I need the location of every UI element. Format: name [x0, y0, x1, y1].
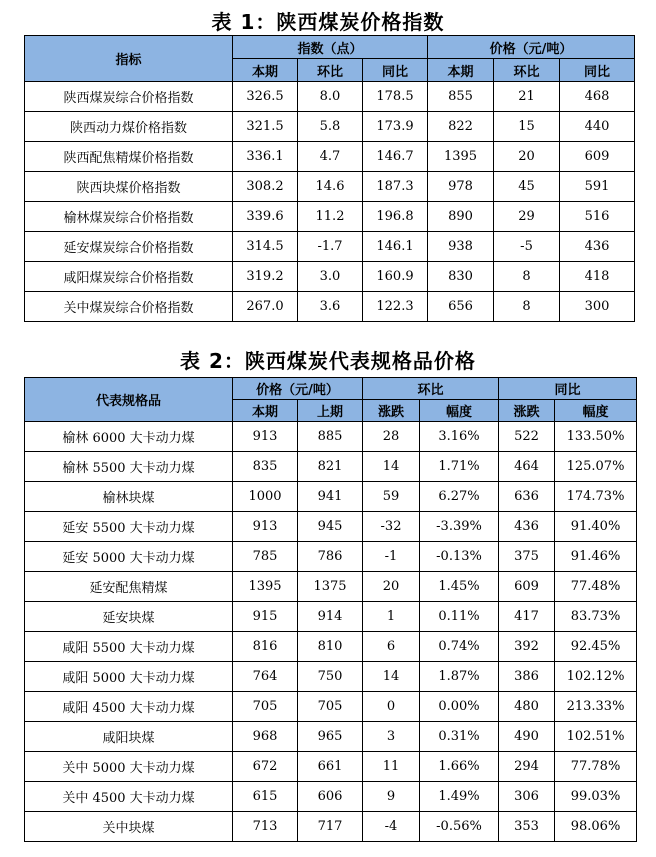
- subheader-index-current: 本期: [233, 59, 298, 82]
- cell-value: 6.27%: [420, 482, 499, 512]
- row-label: 咸阳 4500 大卡动力煤: [25, 692, 233, 722]
- table-row: [25, 112, 635, 142]
- cell-value: 122.3: [363, 292, 428, 322]
- subheader-yoy-rate: 幅度: [555, 400, 637, 422]
- subheader-index-mom: 环比: [298, 59, 363, 82]
- cell-value: 968: [233, 722, 298, 752]
- cell-value: 705: [233, 692, 298, 722]
- cell-value: 606: [298, 782, 363, 812]
- row-label: 咸阳块煤: [25, 722, 233, 752]
- header-spec: 代表规格品: [25, 378, 233, 422]
- cell-value: 99.03%: [555, 782, 637, 812]
- cell-value: -0.56%: [420, 812, 499, 842]
- table-row: [25, 572, 637, 602]
- table2-title: 表 2：陕西煤炭代表规格品价格: [180, 349, 476, 373]
- cell-value: 294: [499, 752, 555, 782]
- cell-value: 915: [233, 602, 298, 632]
- table-row: [25, 82, 635, 112]
- cell-value: 77.48%: [555, 572, 637, 602]
- row-label: 延安 5000 大卡动力煤: [25, 542, 233, 572]
- cell-value: 1395: [233, 572, 298, 602]
- row-label: 关中煤炭综合价格指数: [25, 292, 233, 322]
- subheader-yoy-change: 涨跌: [499, 400, 555, 422]
- cell-value: 339.6: [233, 202, 298, 232]
- table-row: [25, 722, 637, 752]
- subheader-price-current: 本期: [233, 400, 298, 422]
- cell-value: -32: [363, 512, 420, 542]
- cell-value: 11.2: [298, 202, 363, 232]
- subheader-mom-rate: 幅度: [420, 400, 499, 422]
- cell-value: -1.7: [298, 232, 363, 262]
- cell-value: 522: [499, 422, 555, 452]
- table-row: [25, 692, 637, 722]
- subheader-price-current: 本期: [428, 59, 494, 82]
- row-label: 榆林 6000 大卡动力煤: [25, 422, 233, 452]
- cell-value: 306: [499, 782, 555, 812]
- row-label: 陕西煤炭综合价格指数: [25, 82, 233, 112]
- cell-value: 91.46%: [555, 542, 637, 572]
- cell-value: 750: [298, 662, 363, 692]
- table-row: [25, 542, 637, 572]
- cell-value: 705: [298, 692, 363, 722]
- cell-value: 855: [428, 82, 494, 112]
- cell-value: 1.87%: [420, 662, 499, 692]
- cell-value: 1: [363, 602, 420, 632]
- cell-value: 821: [298, 452, 363, 482]
- cell-value: 8: [494, 292, 560, 322]
- cell-value: 102.51%: [555, 722, 637, 752]
- cell-value: 77.78%: [555, 752, 637, 782]
- cell-value: 0.11%: [420, 602, 499, 632]
- table-row: [25, 452, 637, 482]
- cell-value: 392: [499, 632, 555, 662]
- cell-value: 1.71%: [420, 452, 499, 482]
- cell-value: 938: [428, 232, 494, 262]
- table-row: [25, 202, 635, 232]
- cell-value: 1.49%: [420, 782, 499, 812]
- subheader-price-previous: 上期: [298, 400, 363, 422]
- cell-value: 91.40%: [555, 512, 637, 542]
- cell-value: 656: [428, 292, 494, 322]
- cell-value: 11: [363, 752, 420, 782]
- table-row: [25, 232, 635, 262]
- cell-value: 300: [560, 292, 635, 322]
- cell-value: 196.8: [363, 202, 428, 232]
- row-label: 延安配焦精煤: [25, 572, 233, 602]
- cell-value: 764: [233, 662, 298, 692]
- cell-value: 978: [428, 172, 494, 202]
- cell-value: 5.8: [298, 112, 363, 142]
- row-label: 榆林 5500 大卡动力煤: [25, 452, 233, 482]
- cell-value: 810: [298, 632, 363, 662]
- cell-value: 314.5: [233, 232, 298, 262]
- table1-title: 表 1：陕西煤炭价格指数: [211, 10, 445, 34]
- cell-value: 835: [233, 452, 298, 482]
- cell-value: 636: [499, 482, 555, 512]
- cell-value: 914: [298, 602, 363, 632]
- row-label: 咸阳 5000 大卡动力煤: [25, 662, 233, 692]
- cell-value: 717: [298, 812, 363, 842]
- cell-value: 83.73%: [555, 602, 637, 632]
- row-label: 延安煤炭综合价格指数: [25, 232, 233, 262]
- cell-value: 187.3: [363, 172, 428, 202]
- row-label: 榆林块煤: [25, 482, 233, 512]
- cell-value: 591: [560, 172, 635, 202]
- cell-value: 45: [494, 172, 560, 202]
- cell-value: 102.12%: [555, 662, 637, 692]
- row-label: 关中 4500 大卡动力煤: [25, 782, 233, 812]
- cell-value: 29: [494, 202, 560, 232]
- cell-value: 133.50%: [555, 422, 637, 452]
- cell-value: 9: [363, 782, 420, 812]
- table-row: [25, 662, 637, 692]
- header-yoy-group: 同比: [499, 378, 637, 400]
- header-index-group: 指数（点）: [233, 36, 428, 59]
- cell-value: 98.06%: [555, 812, 637, 842]
- cell-value: 436: [499, 512, 555, 542]
- cell-value: 0.31%: [420, 722, 499, 752]
- cell-value: 516: [560, 202, 635, 232]
- cell-value: 816: [233, 632, 298, 662]
- cell-value: 785: [233, 542, 298, 572]
- subheader-mom-change: 涨跌: [363, 400, 420, 422]
- cell-value: 490: [499, 722, 555, 752]
- row-label: 陕西配焦精煤价格指数: [25, 142, 233, 172]
- cell-value: -1: [363, 542, 420, 572]
- cell-value: 830: [428, 262, 494, 292]
- cell-value: -3.39%: [420, 512, 499, 542]
- cell-value: 14: [363, 452, 420, 482]
- cell-value: 92.45%: [555, 632, 637, 662]
- cell-value: 375: [499, 542, 555, 572]
- cell-value: 160.9: [363, 262, 428, 292]
- cell-value: 913: [233, 512, 298, 542]
- cell-value: 440: [560, 112, 635, 142]
- cell-value: 672: [233, 752, 298, 782]
- cell-value: 417: [499, 602, 555, 632]
- cell-value: 418: [560, 262, 635, 292]
- row-label: 关中 5000 大卡动力煤: [25, 752, 233, 782]
- table-row: [25, 422, 637, 452]
- cell-value: 609: [560, 142, 635, 172]
- row-label: 陕西动力煤价格指数: [25, 112, 233, 142]
- cell-value: 319.2: [233, 262, 298, 292]
- cell-value: 146.7: [363, 142, 428, 172]
- table-row: [25, 292, 635, 322]
- row-label: 关中块煤: [25, 812, 233, 842]
- cell-value: 661: [298, 752, 363, 782]
- cell-value: 267.0: [233, 292, 298, 322]
- table-row: [25, 142, 635, 172]
- header-mom-group: 环比: [363, 378, 499, 400]
- cell-value: 28: [363, 422, 420, 452]
- cell-value: 1.45%: [420, 572, 499, 602]
- cell-value: 20: [494, 142, 560, 172]
- header-indicator: 指标: [25, 36, 233, 82]
- cell-value: 6: [363, 632, 420, 662]
- cell-value: 15: [494, 112, 560, 142]
- cell-value: 965: [298, 722, 363, 752]
- cell-value: 3: [363, 722, 420, 752]
- table-row: [25, 482, 637, 512]
- cell-value: 941: [298, 482, 363, 512]
- cell-value: 913: [233, 422, 298, 452]
- table-row: [25, 602, 637, 632]
- cell-value: 20: [363, 572, 420, 602]
- cell-value: 1000: [233, 482, 298, 512]
- cell-value: 822: [428, 112, 494, 142]
- cell-value: 321.5: [233, 112, 298, 142]
- cell-value: 21: [494, 82, 560, 112]
- cell-value: 464: [499, 452, 555, 482]
- row-label: 延安块煤: [25, 602, 233, 632]
- cell-value: 1395: [428, 142, 494, 172]
- cell-value: 174.73%: [555, 482, 637, 512]
- cell-value: 890: [428, 202, 494, 232]
- cell-value: 336.1: [233, 142, 298, 172]
- row-label: 榆林煤炭综合价格指数: [25, 202, 233, 232]
- cell-value: 308.2: [233, 172, 298, 202]
- cell-value: 1.66%: [420, 752, 499, 782]
- header-price-group: 价格（元/吨）: [428, 36, 635, 59]
- cell-value: 480: [499, 692, 555, 722]
- cell-value: 4.7: [298, 142, 363, 172]
- table-row: [25, 512, 637, 542]
- row-label: 延安 5500 大卡动力煤: [25, 512, 233, 542]
- coal-spec-price-table: [24, 377, 637, 842]
- cell-value: 3.16%: [420, 422, 499, 452]
- table-row: [25, 812, 637, 842]
- table-row: [25, 172, 635, 202]
- cell-value: 8: [494, 262, 560, 292]
- cell-value: 0: [363, 692, 420, 722]
- cell-value: -4: [363, 812, 420, 842]
- cell-value: 178.5: [363, 82, 428, 112]
- cell-value: 125.07%: [555, 452, 637, 482]
- cell-value: -5: [494, 232, 560, 262]
- cell-value: 146.1: [363, 232, 428, 262]
- coal-price-index-table: [24, 35, 635, 322]
- cell-value: 213.33%: [555, 692, 637, 722]
- cell-value: 713: [233, 812, 298, 842]
- cell-value: 0.00%: [420, 692, 499, 722]
- cell-value: 1375: [298, 572, 363, 602]
- cell-value: 0.74%: [420, 632, 499, 662]
- cell-value: 468: [560, 82, 635, 112]
- cell-value: 436: [560, 232, 635, 262]
- subheader-price-yoy: 同比: [560, 59, 635, 82]
- table-row: [25, 752, 637, 782]
- cell-value: 326.5: [233, 82, 298, 112]
- cell-value: 885: [298, 422, 363, 452]
- cell-value: 14.6: [298, 172, 363, 202]
- table-row: [25, 782, 637, 812]
- header-price-group: 价格（元/吨）: [233, 378, 363, 400]
- cell-value: 353: [499, 812, 555, 842]
- table-row: [25, 262, 635, 292]
- cell-value: 8.0: [298, 82, 363, 112]
- cell-value: 3.0: [298, 262, 363, 292]
- subheader-index-yoy: 同比: [363, 59, 428, 82]
- cell-value: 945: [298, 512, 363, 542]
- cell-value: 609: [499, 572, 555, 602]
- row-label: 陕西块煤价格指数: [25, 172, 233, 202]
- table-row: [25, 632, 637, 662]
- subheader-price-mom: 环比: [494, 59, 560, 82]
- cell-value: 786: [298, 542, 363, 572]
- row-label: 咸阳煤炭综合价格指数: [25, 262, 233, 292]
- cell-value: 386: [499, 662, 555, 692]
- cell-value: 3.6: [298, 292, 363, 322]
- cell-value: 615: [233, 782, 298, 812]
- cell-value: 59: [363, 482, 420, 512]
- row-label: 咸阳 5500 大卡动力煤: [25, 632, 233, 662]
- cell-value: 173.9: [363, 112, 428, 142]
- cell-value: 14: [363, 662, 420, 692]
- cell-value: -0.13%: [420, 542, 499, 572]
